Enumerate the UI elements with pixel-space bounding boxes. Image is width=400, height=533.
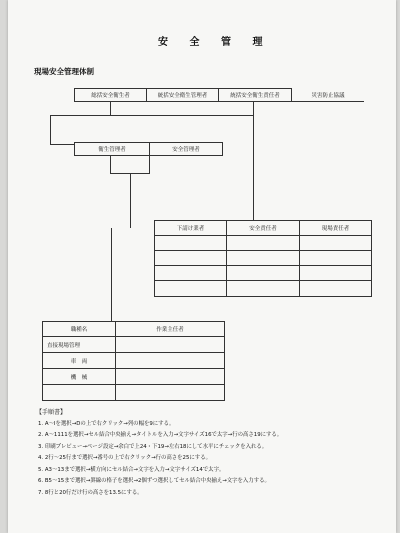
connector (110, 102, 111, 116)
connector (111, 228, 112, 322)
connector (253, 102, 254, 116)
bottom-table-row-label (42, 384, 116, 401)
bottom-table-cell (115, 368, 225, 385)
note-item: 7. 8行と20行だけ行の高さを13.5にする。 (38, 490, 143, 496)
connector (50, 115, 254, 116)
section-title: 現場安全管理体制 (34, 67, 94, 76)
sub-table-header: 現場責任者 (299, 220, 372, 236)
document-page (8, 0, 396, 533)
bottom-table-cell (115, 336, 225, 353)
note-item: 1. A〜Iを選択→Dの上で右クリック→列の幅を9にする。 (38, 421, 175, 427)
connector (50, 115, 51, 145)
note-item: 6. B5〜15まで選択→罫線の格子を選択→2個ずつ選択してセル結合中央揃え→文字を入力する。 (38, 478, 270, 484)
sub-table-header: 下請け業者 (154, 220, 227, 236)
bottom-table-header: 職種名 (42, 321, 116, 337)
bottom-table-header: 作業主任者 (115, 321, 225, 337)
sub-table-cell (154, 280, 227, 297)
notes-heading: 【手順書】 (36, 409, 67, 416)
sub-table-cell (226, 250, 300, 266)
org-box-general-manager: 統括安全衛生管理者 (146, 88, 219, 102)
bottom-table-cell (115, 352, 225, 369)
sub-table-cell (226, 265, 300, 281)
sub-table-cell (226, 235, 300, 251)
sub-table-cell (154, 235, 227, 251)
connector (50, 144, 75, 145)
sub-table-cell (299, 280, 372, 297)
note-item: 3. 印刷プレビュー→ページ設定→余白で上24・下19→左右18にして水平にチェックを入れる。 (38, 444, 268, 450)
sub-table-cell (154, 265, 227, 281)
bottom-table-cell (115, 384, 225, 401)
sub-table-cell (299, 265, 372, 281)
note-item: 2. A〜1111を選択→セル結合中央揃え→タイトルを入力→文字サイズ16で太字→行の高さ19にする。 (38, 432, 283, 438)
connector (130, 173, 131, 228)
note-item: 4. 2行〜25行まで選択→番号の上で右クリック→行の高さを25にする。 (38, 455, 211, 461)
org-box-disaster-prevention: 災害防止協議 (311, 93, 345, 99)
bottom-table-row-label: 直接現場管理 (42, 336, 116, 353)
org-box-general-responsible: 統括安全衛生責任者 (218, 88, 292, 102)
connector (110, 156, 111, 174)
top-row-underline (74, 101, 364, 102)
connector (253, 115, 254, 221)
sub-table-cell (299, 250, 372, 266)
org-box-safety-manager: 安全管理者 (149, 142, 223, 156)
org-box-general-safety: 総括安全衛生者 (74, 88, 147, 102)
sub-table-cell (226, 280, 300, 297)
sub-table-cell (299, 235, 372, 251)
org-box-hygiene-manager: 衛生管理者 (74, 142, 150, 156)
sub-table-header: 安全責任者 (226, 220, 300, 236)
sub-table-cell (154, 250, 227, 266)
bottom-table-row-label: 機 械 (42, 368, 116, 385)
connector (149, 156, 150, 174)
page-title: 安 全 管 理 (158, 37, 272, 48)
bottom-table-row-label: 車 両 (42, 352, 116, 369)
note-item: 5. A3〜13まで選択→横方向にセル結合→文字を入力→文字サイズ14で太字。 (38, 467, 225, 473)
